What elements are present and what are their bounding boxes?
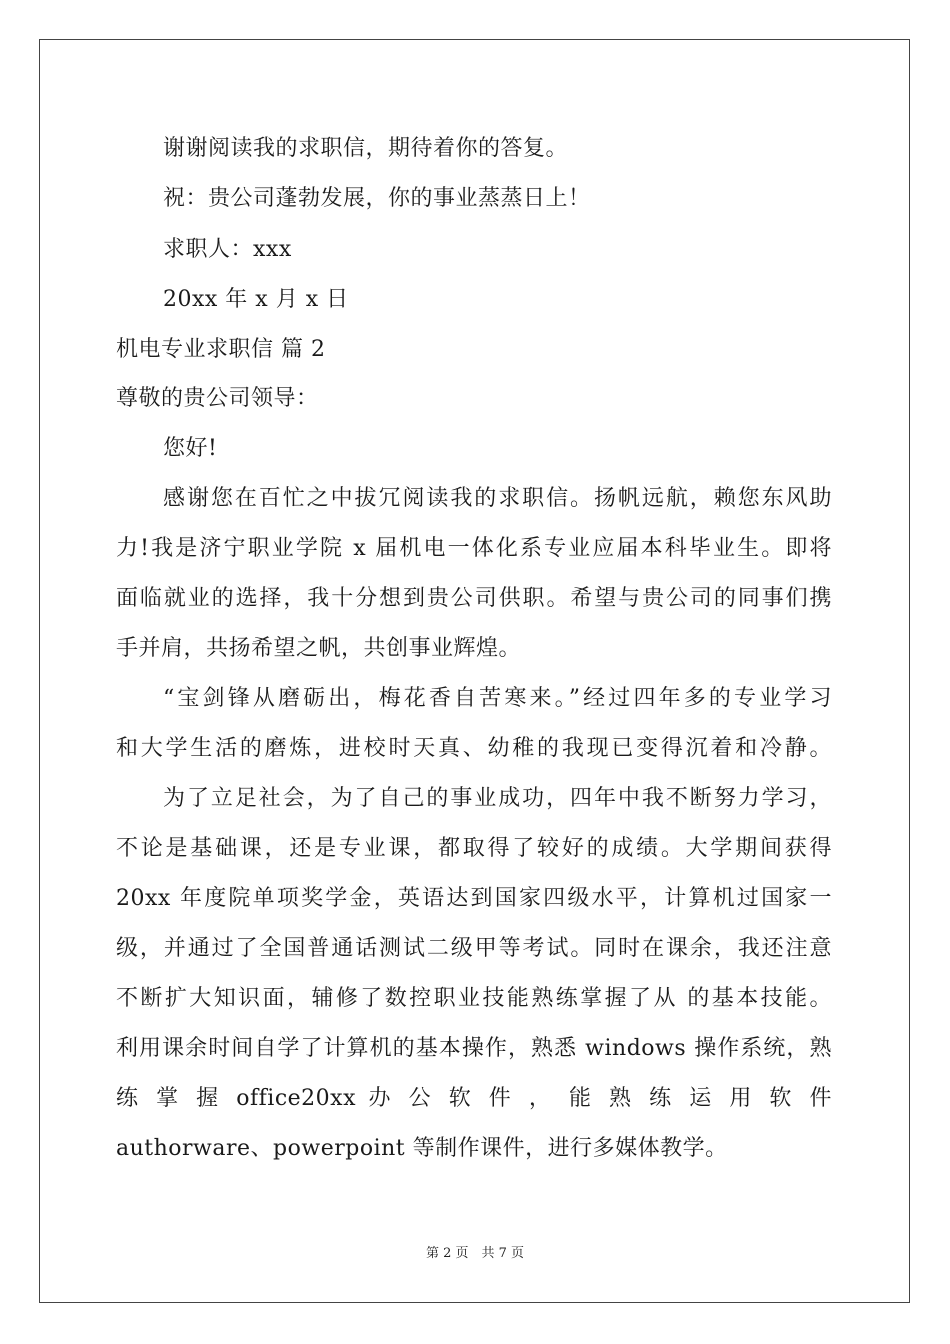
- paragraph-line: 练 掌 握 office20xx 办 公 软 件 ， 能 熟 练 运 用 软 件: [116, 1086, 832, 1111]
- page-footer: 第 2 页 共 7 页: [425, 1246, 525, 1261]
- closing-wishes: 祝：贵公司蓬勃发展，你的事业蒸蒸日上！: [163, 186, 591, 211]
- paragraph-line: 力!我是济宁职业学院 x 届机电一体化系专业应届本科毕业生。即将: [116, 536, 832, 561]
- salutation: 尊敬的贵公司领导：: [116, 386, 319, 411]
- paragraph-line: “宝剑锋从磨砺出，梅花香自苦寒来。”经过四年多的专业学习: [163, 686, 832, 711]
- paragraph-line: 为了立足社会，为了自己的事业成功，四年中我不断努力学习，: [163, 786, 832, 811]
- paragraph-line: 不断扩大知识面，辅修了数控职业技能熟练掌握了从 的基本技能。: [116, 986, 832, 1011]
- paragraph-line: 级，并通过了全国普通话测试二级甲等考试。同时在课余，我还注意: [116, 936, 832, 961]
- paragraph-line: 感谢您在百忙之中拔冗阅读我的求职信。扬帆远航，赖您东风助: [163, 486, 832, 511]
- paragraph-line: authorware、powerpoint 等制作课件，进行多媒体教学。: [116, 1136, 728, 1161]
- paragraph-line: 20xx 年度院单项奖学金，英语达到国家四级水平，计算机过国家一: [116, 886, 832, 911]
- greeting: 您好!: [163, 436, 218, 461]
- paragraph-line: 面临就业的选择，我十分想到贵公司供职。希望与贵公司的同事们携: [116, 586, 832, 611]
- paragraph-line: 不论是基础课，还是专业课，都取得了较好的成绩。大学期间获得: [116, 836, 832, 861]
- section-title: 机电专业求职信 篇 2: [116, 337, 326, 362]
- paragraph-line: 利用课余时间自学了计算机的基本操作，熟悉 windows 操作系统，熟: [116, 1036, 832, 1061]
- paragraph-line: 手并肩，共扬希望之帆，共创事业辉煌。: [116, 636, 522, 661]
- paragraph-line: 和大学生活的磨炼，进校时天真、幼稚的我现已变得沉着和冷静。: [116, 736, 832, 761]
- letter-date: 20xx 年 x 月 x 日: [163, 287, 349, 312]
- applicant-signature: 求职人：xxx: [163, 237, 292, 262]
- closing-thanks: 谢谢阅读我的求职信，期待着你的答复。: [163, 136, 569, 161]
